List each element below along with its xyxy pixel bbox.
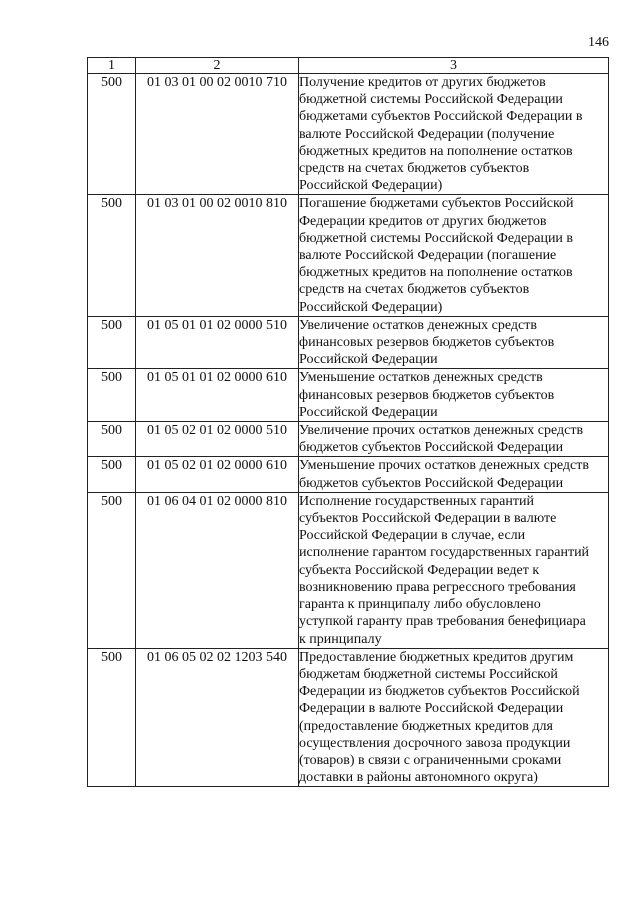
description-line: средств на счетах бюджетов субъектов bbox=[299, 161, 530, 177]
description-cell bbox=[299, 457, 609, 492]
description-line: Российской Федерации) bbox=[299, 299, 443, 315]
table-row bbox=[88, 195, 609, 316]
classification-code-cell: 01 05 01 01 02 0000 510 bbox=[136, 316, 299, 369]
description-line: субъектов Российской Федерации в валюте bbox=[299, 511, 557, 527]
admin-code-cell: 500 bbox=[88, 492, 136, 648]
description-line: субъекта Российской Федерации ведет к bbox=[299, 562, 540, 578]
description-cell bbox=[299, 74, 609, 195]
description-line: Увеличение прочих остатков денежных средств bbox=[299, 423, 584, 439]
description-line: к принципалу bbox=[299, 631, 382, 647]
description-line: бюджетных кредитов на пополнение остатков bbox=[299, 143, 573, 159]
description-line: Федерации в валюте Российской Федерации bbox=[299, 701, 564, 717]
description-line: Российской Федерации в случае, если bbox=[299, 528, 526, 544]
description-line: бюджетных кредитов на пополнение остатков bbox=[299, 265, 573, 281]
classification-code-cell: 01 05 02 01 02 0000 610 bbox=[136, 457, 299, 492]
classification-code-cell: 01 03 01 00 02 0010 810 bbox=[136, 195, 299, 316]
description-cell bbox=[299, 369, 609, 422]
description-cell bbox=[299, 195, 609, 316]
description-cell bbox=[299, 648, 609, 787]
description-line: Федерации из бюджетов субъектов Российской bbox=[299, 684, 580, 700]
description-line: гаранта к принципалу либо обусловлено bbox=[299, 597, 541, 613]
description-line: бюджетной системы Российской Федерации в bbox=[299, 230, 574, 246]
description-line: финансовых резервов бюджетов субъектов bbox=[299, 387, 555, 403]
description-line: Российской Федерации bbox=[299, 404, 438, 420]
description-line: Российской Федерации bbox=[299, 352, 438, 368]
table-row bbox=[88, 422, 609, 457]
description-line: бюджетами субъектов Российской Федерации в bbox=[299, 109, 583, 125]
description-line: Федерации кредитов от других бюджетов bbox=[299, 213, 547, 229]
description-line: бюджетам бюджетной системы Российской bbox=[299, 666, 558, 682]
admin-code-cell: 500 bbox=[88, 316, 136, 369]
description-line: Российской Федерации) bbox=[299, 178, 443, 194]
description-line: возникновению права регрессного требования bbox=[299, 579, 576, 595]
table-row bbox=[88, 369, 609, 422]
admin-code-cell: 500 bbox=[88, 74, 136, 195]
description-line: Получение кредитов от других бюджетов bbox=[299, 75, 546, 90]
description-cell bbox=[299, 492, 609, 648]
description-line: Исполнение государственных гарантий bbox=[299, 493, 534, 509]
table-row bbox=[88, 457, 609, 492]
admin-code-cell: 500 bbox=[88, 195, 136, 316]
budget-sources-table bbox=[87, 57, 609, 787]
column-header-2: 2 bbox=[136, 58, 299, 74]
description-line: (товаров) в связи с ограниченными сроками bbox=[299, 752, 562, 768]
column-header-3: 3 bbox=[299, 58, 609, 74]
description-line: исполнение гарантом государственных гарантий bbox=[299, 545, 590, 561]
classification-code-cell: 01 03 01 00 02 0010 710 bbox=[136, 74, 299, 195]
classification-code-cell: 01 06 04 01 02 0000 810 bbox=[136, 492, 299, 648]
classification-code-cell: 01 05 01 01 02 0000 610 bbox=[136, 369, 299, 422]
table-row bbox=[88, 492, 609, 648]
description-line: (предоставление бюджетных кредитов для bbox=[299, 718, 553, 734]
description-cell bbox=[299, 422, 609, 457]
page-number: 146 bbox=[588, 35, 609, 50]
admin-code-cell: 500 bbox=[88, 369, 136, 422]
description-cell bbox=[299, 316, 609, 369]
classification-code-cell: 01 06 05 02 02 1203 540 bbox=[136, 648, 299, 787]
admin-code-cell: 500 bbox=[88, 457, 136, 492]
table-row bbox=[88, 74, 609, 195]
description-line: Увеличение остатков денежных средств bbox=[299, 317, 537, 333]
description-line: бюджетов субъектов Российской Федерации bbox=[299, 440, 564, 456]
column-header-1: 1 bbox=[88, 58, 136, 74]
description-line: доставки в районы автономного округа) bbox=[299, 770, 538, 786]
classification-code-cell: 01 05 02 01 02 0000 510 bbox=[136, 422, 299, 457]
description-line: уступкой гаранту прав требования бенефициара bbox=[299, 614, 586, 630]
description-line: Уменьшение остатков денежных средств bbox=[299, 370, 543, 386]
description-line: осуществления досрочного завоза продукции bbox=[299, 735, 571, 751]
description-line: валюте Российской Федерации (получение bbox=[299, 126, 555, 142]
description-line: Уменьшение прочих остатков денежных средств bbox=[299, 458, 589, 474]
table-header-row bbox=[88, 58, 609, 74]
table-row bbox=[88, 648, 609, 787]
description-line: Предоставление бюджетных кредитов другим bbox=[299, 649, 574, 665]
description-line: Погашение бюджетами субъектов Российской bbox=[299, 196, 574, 212]
description-line: средств на счетах бюджетов субъектов bbox=[299, 282, 530, 298]
description-line: бюджетов субъектов Российской Федерации bbox=[299, 475, 564, 491]
description-line: валюте Российской Федерации (погашение bbox=[299, 248, 557, 264]
admin-code-cell: 500 bbox=[88, 422, 136, 457]
table-row bbox=[88, 316, 609, 369]
description-line: бюджетной системы Российской Федерации bbox=[299, 92, 563, 108]
description-line: финансовых резервов бюджетов субъектов bbox=[299, 335, 555, 351]
admin-code-cell: 500 bbox=[88, 648, 136, 787]
